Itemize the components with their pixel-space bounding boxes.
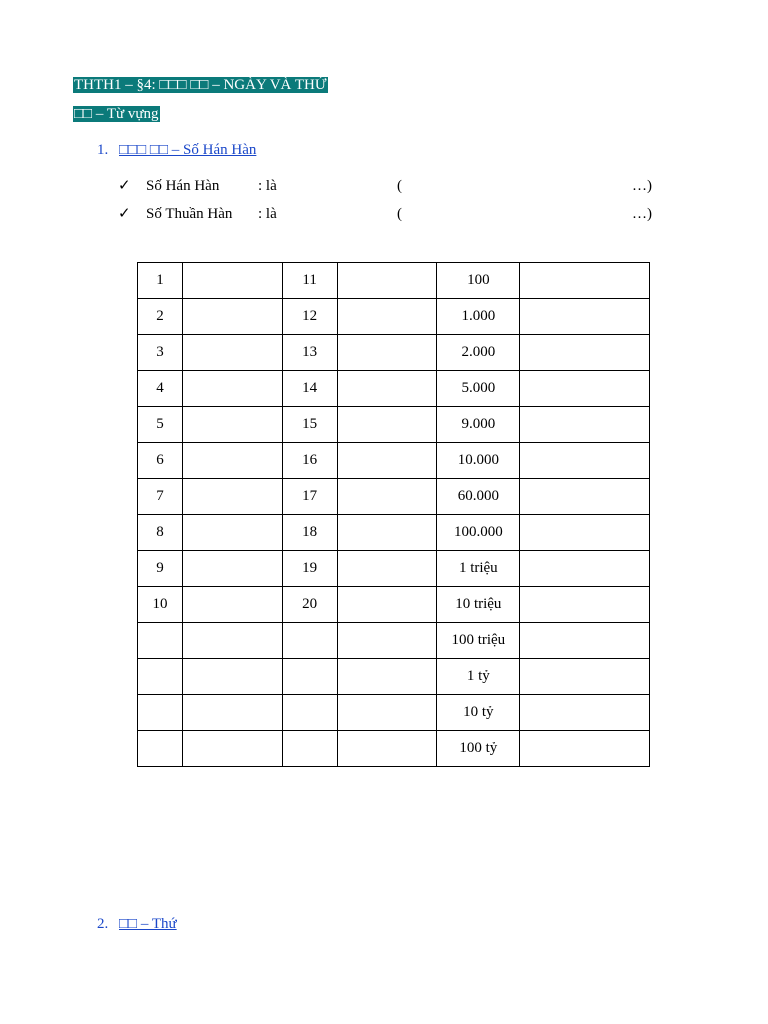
answer-cell[interactable] [182, 695, 282, 731]
number-cell: 15 [282, 407, 337, 443]
answer-cell[interactable] [337, 695, 437, 731]
number-cell [282, 695, 337, 731]
answer-cell[interactable] [182, 371, 282, 407]
checkmark-icon: ✓ [118, 206, 131, 222]
answer-cell[interactable] [182, 299, 282, 335]
table-row [138, 299, 650, 335]
answer-cell[interactable] [182, 335, 282, 371]
answer-cell[interactable] [337, 515, 437, 551]
number-cell: 1 [138, 263, 183, 299]
answer-cell[interactable] [337, 551, 437, 587]
answer-cell[interactable] [520, 731, 650, 767]
answer-cell[interactable] [337, 371, 437, 407]
number-cell: 60.000 [437, 479, 520, 515]
number-cell: 10 triệu [437, 587, 520, 623]
answer-cell[interactable] [182, 407, 282, 443]
answer-cell[interactable] [182, 515, 282, 551]
table-row [138, 263, 650, 299]
checkmark-icon: ✓ [118, 178, 131, 194]
answer-cell[interactable] [337, 299, 437, 335]
section-heading-sino-korean-numbers [97, 140, 256, 160]
section-heading-weekdays [97, 914, 177, 934]
checklist-ellipsis: …) [632, 178, 652, 194]
numbers-table-body [138, 263, 650, 767]
number-cell: 1.000 [437, 299, 520, 335]
checklist-item-native-korean [118, 204, 652, 224]
number-cell: 9.000 [437, 407, 520, 443]
table-row [138, 443, 650, 479]
table-row [138, 623, 650, 659]
number-cell: 5.000 [437, 371, 520, 407]
answer-cell[interactable] [337, 731, 437, 767]
answer-cell[interactable] [520, 515, 650, 551]
document-title-text: THTH1 – §4: □□□ □□ – NGÀY VÀ THỨ [74, 77, 327, 93]
table-row [138, 587, 650, 623]
answer-cell[interactable] [520, 695, 650, 731]
answer-cell[interactable] [182, 659, 282, 695]
answer-cell[interactable] [337, 623, 437, 659]
checklist-ellipsis: …) [632, 206, 652, 222]
number-cell: 17 [282, 479, 337, 515]
answer-cell[interactable] [337, 335, 437, 371]
section-link-weekdays[interactable]: □□ – Thứ [119, 916, 177, 932]
number-cell: 4 [138, 371, 183, 407]
number-cell [138, 695, 183, 731]
table-row [138, 551, 650, 587]
section-link-sino-korean-numbers[interactable]: □□□ □□ – Số Hán Hàn [119, 142, 257, 158]
number-cell [282, 659, 337, 695]
checklist-open-paren: ( [397, 178, 402, 194]
number-cell [282, 623, 337, 659]
table-row [138, 659, 650, 695]
number-cell [138, 731, 183, 767]
checklist-item-sino-korean [118, 176, 652, 196]
number-cell: 5 [138, 407, 183, 443]
number-cell: 100 triệu [437, 623, 520, 659]
number-cell: 3 [138, 335, 183, 371]
number-cell [282, 731, 337, 767]
table-row [138, 479, 650, 515]
number-cell: 20 [282, 587, 337, 623]
answer-cell[interactable] [520, 263, 650, 299]
table-row [138, 695, 650, 731]
answer-cell[interactable] [182, 263, 282, 299]
number-cell: 100.000 [437, 515, 520, 551]
checklist-colon: : là [258, 206, 277, 222]
number-cell: 8 [138, 515, 183, 551]
vocabulary-heading [73, 104, 160, 124]
answer-cell[interactable] [182, 731, 282, 767]
answer-cell[interactable] [337, 659, 437, 695]
answer-cell[interactable] [182, 443, 282, 479]
number-cell: 9 [138, 551, 183, 587]
number-cell: 6 [138, 443, 183, 479]
answer-cell[interactable] [520, 299, 650, 335]
table-row [138, 515, 650, 551]
answer-cell[interactable] [182, 623, 282, 659]
number-cell: 10 [138, 587, 183, 623]
number-cell: 11 [282, 263, 337, 299]
answer-cell[interactable] [182, 587, 282, 623]
checklist-open-paren: ( [397, 206, 402, 222]
answer-cell[interactable] [520, 335, 650, 371]
number-cell: 12 [282, 299, 337, 335]
table-row [138, 731, 650, 767]
section-number: 1. [97, 142, 109, 158]
answer-cell[interactable] [520, 587, 650, 623]
number-cell: 2.000 [437, 335, 520, 371]
number-cell: 10.000 [437, 443, 520, 479]
answer-cell[interactable] [520, 623, 650, 659]
answer-cell[interactable] [337, 263, 437, 299]
checklist-colon: : là [258, 178, 277, 194]
number-cell: 100 tỷ [437, 731, 520, 767]
number-cell: 13 [282, 335, 337, 371]
table-row [138, 335, 650, 371]
number-cell: 18 [282, 515, 337, 551]
number-cell: 10 tỷ [437, 695, 520, 731]
number-cell [138, 623, 183, 659]
section-number: 2. [97, 916, 109, 932]
document-title [73, 75, 328, 95]
answer-cell[interactable] [337, 407, 437, 443]
table-row [138, 371, 650, 407]
number-cell: 19 [282, 551, 337, 587]
number-cell: 16 [282, 443, 337, 479]
answer-cell[interactable] [182, 479, 282, 515]
number-cell: 1 triệu [437, 551, 520, 587]
answer-cell[interactable] [337, 479, 437, 515]
number-cell: 2 [138, 299, 183, 335]
answer-cell[interactable] [520, 551, 650, 587]
answer-cell[interactable] [520, 479, 650, 515]
number-cell [138, 659, 183, 695]
vocabulary-heading-text: □□ – Từ vựng [74, 106, 159, 122]
answer-cell[interactable] [337, 587, 437, 623]
table-row [138, 407, 650, 443]
answer-cell[interactable] [520, 659, 650, 695]
answer-cell[interactable] [520, 371, 650, 407]
answer-cell[interactable] [182, 551, 282, 587]
checklist-label: Số Thuần Hàn [146, 206, 233, 222]
number-cell: 100 [437, 263, 520, 299]
number-cell: 7 [138, 479, 183, 515]
numbers-table [137, 262, 650, 767]
number-cell: 1 tỷ [437, 659, 520, 695]
answer-cell[interactable] [520, 407, 650, 443]
answer-cell[interactable] [520, 443, 650, 479]
answer-cell[interactable] [337, 443, 437, 479]
number-cell: 14 [282, 371, 337, 407]
checklist-label: Số Hán Hàn [146, 178, 220, 194]
